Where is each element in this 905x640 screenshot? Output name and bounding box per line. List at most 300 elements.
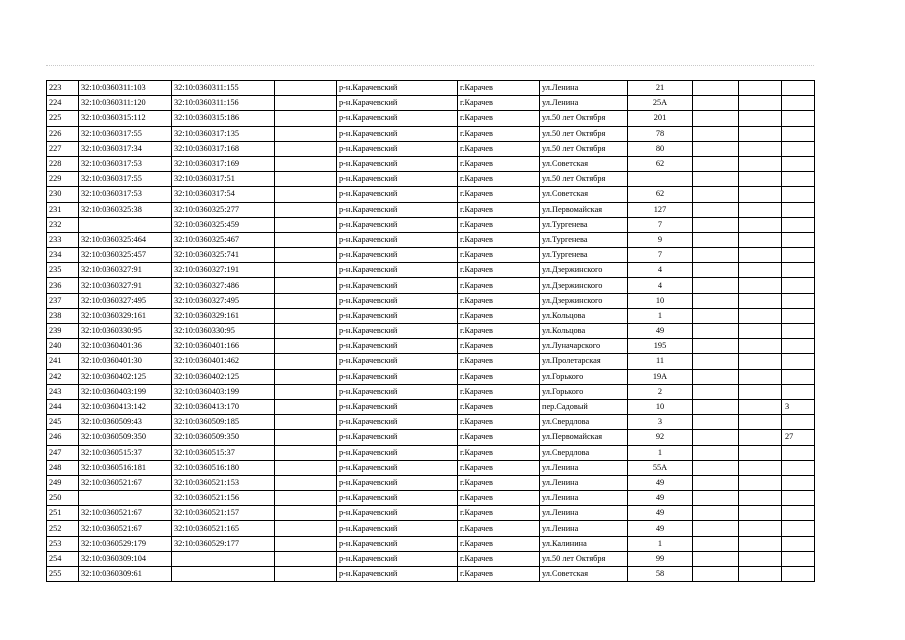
extra-column-2-cell	[739, 384, 782, 399]
house-number-cell: 19А	[628, 369, 693, 384]
cadastral-number-building-cell: 32:10:0360521:165	[172, 521, 275, 536]
house-number-cell: 62	[628, 156, 693, 171]
city-cell: г.Карачев	[458, 172, 540, 187]
extra-column-2-cell	[739, 278, 782, 293]
house-number-cell: 49	[628, 324, 693, 339]
apartment-number-cell	[782, 172, 815, 187]
cadastral-number-land-cell	[79, 217, 172, 232]
street-cell: ул.Луначарского	[540, 339, 628, 354]
empty-column-cell	[275, 111, 337, 126]
empty-column-cell	[275, 567, 337, 582]
district-cell: р-н.Карачевский	[337, 141, 458, 156]
extra-column-2-cell	[739, 308, 782, 323]
table-row	[47, 445, 815, 460]
row-number-cell: 227	[47, 141, 79, 156]
apartment-number-cell	[782, 81, 815, 96]
street-cell: ул.Ленина	[540, 491, 628, 506]
table-row	[47, 491, 815, 506]
district-cell: р-н.Карачевский	[337, 506, 458, 521]
city-cell: г.Карачев	[458, 217, 540, 232]
district-cell: р-н.Карачевский	[337, 430, 458, 445]
cadastral-number-land-cell: 32:10:0360317:53	[79, 156, 172, 171]
table-row	[47, 141, 815, 156]
table-row	[47, 399, 815, 414]
apartment-number-cell	[782, 536, 815, 551]
cadastral-number-building-cell: 32:10:0360317:54	[172, 187, 275, 202]
row-number-cell: 223	[47, 81, 79, 96]
cadastral-number-land-cell: 32:10:0360317:55	[79, 172, 172, 187]
empty-column-cell	[275, 172, 337, 187]
district-cell: р-н.Карачевский	[337, 217, 458, 232]
extra-column-2-cell	[739, 339, 782, 354]
table-row	[47, 187, 815, 202]
district-cell: р-н.Карачевский	[337, 339, 458, 354]
address-table	[46, 80, 815, 582]
cadastral-number-land-cell: 32:10:0360413:142	[79, 399, 172, 414]
cadastral-number-building-cell: 32:10:0360325:467	[172, 232, 275, 247]
empty-column-cell	[275, 399, 337, 414]
cadastral-number-building-cell: 32:10:0360315:186	[172, 111, 275, 126]
table-row	[47, 475, 815, 490]
cadastral-number-building-cell: 32:10:0360317:168	[172, 141, 275, 156]
empty-column-cell	[275, 415, 337, 430]
cadastral-number-land-cell: 32:10:0360309:61	[79, 567, 172, 582]
apartment-number-cell	[782, 248, 815, 263]
extra-column-1-cell	[693, 202, 739, 217]
city-cell: г.Карачев	[458, 278, 540, 293]
cadastral-number-land-cell: 32:10:0360401:30	[79, 354, 172, 369]
extra-column-2-cell	[739, 399, 782, 414]
extra-column-1-cell	[693, 384, 739, 399]
city-cell: г.Карачев	[458, 263, 540, 278]
house-number-cell: 9	[628, 232, 693, 247]
empty-column-cell	[275, 384, 337, 399]
apartment-number-cell	[782, 475, 815, 490]
apartment-number-cell	[782, 506, 815, 521]
cadastral-number-land-cell	[79, 491, 172, 506]
table-row	[47, 521, 815, 536]
extra-column-2-cell	[739, 141, 782, 156]
cadastral-number-building-cell: 32:10:0360325:277	[172, 202, 275, 217]
cadastral-number-land-cell: 32:10:0360521:67	[79, 521, 172, 536]
cadastral-number-building-cell: 32:10:0360402:125	[172, 369, 275, 384]
row-number-cell: 243	[47, 384, 79, 399]
extra-column-1-cell	[693, 156, 739, 171]
district-cell: р-н.Карачевский	[337, 96, 458, 111]
cadastral-number-land-cell: 32:10:0360317:34	[79, 141, 172, 156]
apartment-number-cell	[782, 460, 815, 475]
empty-column-cell	[275, 324, 337, 339]
district-cell: р-н.Карачевский	[337, 521, 458, 536]
street-cell: ул.50 лет Октября	[540, 551, 628, 566]
table-row	[47, 172, 815, 187]
apartment-number-cell	[782, 339, 815, 354]
table-row	[47, 217, 815, 232]
extra-column-1-cell	[693, 339, 739, 354]
cadastral-number-land-cell: 32:10:0360315:112	[79, 111, 172, 126]
district-cell: р-н.Карачевский	[337, 491, 458, 506]
street-cell: ул.Ленина	[540, 81, 628, 96]
cadastral-number-building-cell: 32:10:0360509:185	[172, 415, 275, 430]
city-cell: г.Карачев	[458, 96, 540, 111]
extra-column-2-cell	[739, 217, 782, 232]
street-cell: ул.Первомайская	[540, 202, 628, 217]
extra-column-2-cell	[739, 354, 782, 369]
cadastral-number-land-cell: 32:10:0360327:91	[79, 278, 172, 293]
row-number-cell: 237	[47, 293, 79, 308]
extra-column-1-cell	[693, 324, 739, 339]
district-cell: р-н.Карачевский	[337, 551, 458, 566]
cadastral-number-land-cell: 32:10:0360329:161	[79, 308, 172, 323]
street-cell: ул.Ленина	[540, 521, 628, 536]
extra-column-1-cell	[693, 491, 739, 506]
street-cell: ул.Свердлова	[540, 415, 628, 430]
row-number-cell: 248	[47, 460, 79, 475]
empty-column-cell	[275, 81, 337, 96]
row-number-cell: 234	[47, 248, 79, 263]
city-cell: г.Карачев	[458, 491, 540, 506]
extra-column-1-cell	[693, 278, 739, 293]
apartment-number-cell	[782, 141, 815, 156]
cadastral-number-building-cell: 32:10:0360521:153	[172, 475, 275, 490]
table-row	[47, 232, 815, 247]
district-cell: р-н.Карачевский	[337, 384, 458, 399]
row-number-cell: 225	[47, 111, 79, 126]
row-number-cell: 233	[47, 232, 79, 247]
extra-column-1-cell	[693, 415, 739, 430]
city-cell: г.Карачев	[458, 551, 540, 566]
district-cell: р-н.Карачевский	[337, 354, 458, 369]
extra-column-2-cell	[739, 81, 782, 96]
row-number-cell: 226	[47, 126, 79, 141]
extra-column-1-cell	[693, 263, 739, 278]
table-body	[47, 81, 815, 582]
cadastral-number-building-cell: 32:10:0360521:157	[172, 506, 275, 521]
apartment-number-cell	[782, 263, 815, 278]
empty-column-cell	[275, 506, 337, 521]
empty-column-cell	[275, 551, 337, 566]
extra-column-2-cell	[739, 460, 782, 475]
cadastral-number-land-cell: 32:10:0360401:36	[79, 339, 172, 354]
extra-column-2-cell	[739, 111, 782, 126]
house-number-cell: 4	[628, 278, 693, 293]
extra-column-1-cell	[693, 248, 739, 263]
extra-column-1-cell	[693, 96, 739, 111]
cadastral-number-building-cell: 32:10:0360403:199	[172, 384, 275, 399]
extra-column-1-cell	[693, 111, 739, 126]
city-cell: г.Карачев	[458, 521, 540, 536]
row-number-cell: 230	[47, 187, 79, 202]
cadastral-number-land-cell: 32:10:0360309:104	[79, 551, 172, 566]
table-row	[47, 278, 815, 293]
extra-column-2-cell	[739, 491, 782, 506]
extra-column-1-cell	[693, 536, 739, 551]
house-number-cell: 195	[628, 339, 693, 354]
cadastral-number-building-cell: 32:10:0360330:95	[172, 324, 275, 339]
extra-column-2-cell	[739, 521, 782, 536]
row-number-cell: 240	[47, 339, 79, 354]
cadastral-number-building-cell: 32:10:0360317:51	[172, 172, 275, 187]
house-number-cell: 10	[628, 293, 693, 308]
street-cell: ул.50 лет Октября	[540, 111, 628, 126]
extra-column-1-cell	[693, 293, 739, 308]
extra-column-1-cell	[693, 399, 739, 414]
extra-column-1-cell	[693, 430, 739, 445]
city-cell: г.Карачев	[458, 293, 540, 308]
cadastral-number-land-cell: 32:10:0360515:37	[79, 445, 172, 460]
house-number-cell: 49	[628, 491, 693, 506]
extra-column-2-cell	[739, 475, 782, 490]
extra-column-2-cell	[739, 551, 782, 566]
cadastral-number-land-cell: 32:10:0360330:95	[79, 324, 172, 339]
apartment-number-cell	[782, 232, 815, 247]
empty-column-cell	[275, 248, 337, 263]
city-cell: г.Карачев	[458, 354, 540, 369]
extra-column-2-cell	[739, 536, 782, 551]
apartment-number-cell	[782, 324, 815, 339]
city-cell: г.Карачев	[458, 430, 540, 445]
apartment-number-cell	[782, 308, 815, 323]
district-cell: р-н.Карачевский	[337, 232, 458, 247]
cadastral-number-building-cell: 32:10:0360521:156	[172, 491, 275, 506]
house-number-cell: 7	[628, 217, 693, 232]
empty-column-cell	[275, 339, 337, 354]
table-row	[47, 536, 815, 551]
row-number-cell: 236	[47, 278, 79, 293]
extra-column-2-cell	[739, 156, 782, 171]
row-number-cell: 249	[47, 475, 79, 490]
extra-column-1-cell	[693, 521, 739, 536]
city-cell: г.Карачев	[458, 475, 540, 490]
row-number-cell: 228	[47, 156, 79, 171]
apartment-number-cell	[782, 521, 815, 536]
empty-column-cell	[275, 232, 337, 247]
empty-column-cell	[275, 126, 337, 141]
city-cell: г.Карачев	[458, 156, 540, 171]
cadastral-number-land-cell: 32:10:0360509:350	[79, 430, 172, 445]
row-number-cell: 232	[47, 217, 79, 232]
house-number-cell: 49	[628, 521, 693, 536]
city-cell: г.Карачев	[458, 232, 540, 247]
house-number-cell: 10	[628, 399, 693, 414]
table-row	[47, 551, 815, 566]
district-cell: р-н.Карачевский	[337, 278, 458, 293]
extra-column-1-cell	[693, 141, 739, 156]
extra-column-2-cell	[739, 126, 782, 141]
street-cell: ул.Дзержинского	[540, 278, 628, 293]
district-cell: р-н.Карачевский	[337, 536, 458, 551]
city-cell: г.Карачев	[458, 384, 540, 399]
district-cell: р-н.Карачевский	[337, 399, 458, 414]
extra-column-1-cell	[693, 475, 739, 490]
street-cell: ул.Ленина	[540, 460, 628, 475]
apartment-number-cell	[782, 278, 815, 293]
extra-column-1-cell	[693, 308, 739, 323]
district-cell: р-н.Карачевский	[337, 263, 458, 278]
table-row	[47, 384, 815, 399]
district-cell: р-н.Карачевский	[337, 567, 458, 582]
cadastral-number-building-cell: 32:10:0360317:135	[172, 126, 275, 141]
city-cell: г.Карачев	[458, 399, 540, 414]
table-row	[47, 369, 815, 384]
row-number-cell: 238	[47, 308, 79, 323]
table-row	[47, 248, 815, 263]
house-number-cell	[628, 172, 693, 187]
district-cell: р-н.Карачевский	[337, 324, 458, 339]
empty-column-cell	[275, 491, 337, 506]
street-cell: ул.Кольцова	[540, 308, 628, 323]
cadastral-number-land-cell: 32:10:0360325:457	[79, 248, 172, 263]
district-cell: р-н.Карачевский	[337, 187, 458, 202]
house-number-cell: 92	[628, 430, 693, 445]
empty-column-cell	[275, 354, 337, 369]
cadastral-number-land-cell: 32:10:0360521:67	[79, 506, 172, 521]
apartment-number-cell	[782, 567, 815, 582]
district-cell: р-н.Карачевский	[337, 415, 458, 430]
empty-column-cell	[275, 278, 337, 293]
cadastral-number-building-cell: 32:10:0360311:155	[172, 81, 275, 96]
cadastral-number-land-cell: 32:10:0360317:55	[79, 126, 172, 141]
street-cell: ул.50 лет Октября	[540, 141, 628, 156]
table-row	[47, 156, 815, 171]
extra-column-1-cell	[693, 354, 739, 369]
extra-column-1-cell	[693, 187, 739, 202]
empty-column-cell	[275, 202, 337, 217]
house-number-cell: 25А	[628, 96, 693, 111]
city-cell: г.Карачев	[458, 141, 540, 156]
extra-column-2-cell	[739, 506, 782, 521]
table-row	[47, 567, 815, 582]
house-number-cell: 99	[628, 551, 693, 566]
cadastral-number-building-cell	[172, 551, 275, 566]
table-row	[47, 460, 815, 475]
house-number-cell: 201	[628, 111, 693, 126]
extra-column-1-cell	[693, 567, 739, 582]
house-number-cell: 80	[628, 141, 693, 156]
house-number-cell: 11	[628, 354, 693, 369]
empty-column-cell	[275, 475, 337, 490]
cadastral-number-building-cell: 32:10:0360401:462	[172, 354, 275, 369]
table-row	[47, 96, 815, 111]
street-cell: ул.Кольцова	[540, 324, 628, 339]
apartment-number-cell	[782, 384, 815, 399]
cadastral-number-land-cell: 32:10:0360311:103	[79, 81, 172, 96]
table-row	[47, 506, 815, 521]
row-number-cell: 244	[47, 399, 79, 414]
table-row	[47, 324, 815, 339]
city-cell: г.Карачев	[458, 460, 540, 475]
apartment-number-cell	[782, 369, 815, 384]
district-cell: р-н.Карачевский	[337, 81, 458, 96]
apartment-number-cell	[782, 415, 815, 430]
row-number-cell: 224	[47, 96, 79, 111]
row-number-cell: 242	[47, 369, 79, 384]
apartment-number-cell: 27	[782, 430, 815, 445]
street-cell: ул.Тургенева	[540, 217, 628, 232]
apartment-number-cell: 3	[782, 399, 815, 414]
house-number-cell: 1	[628, 308, 693, 323]
city-cell: г.Карачев	[458, 308, 540, 323]
street-cell: ул.Горького	[540, 384, 628, 399]
empty-column-cell	[275, 536, 337, 551]
cadastral-number-building-cell: 32:10:0360515:37	[172, 445, 275, 460]
cadastral-number-land-cell: 32:10:0360325:464	[79, 232, 172, 247]
extra-column-2-cell	[739, 232, 782, 247]
house-number-cell: 62	[628, 187, 693, 202]
city-cell: г.Карачев	[458, 111, 540, 126]
house-number-cell: 127	[628, 202, 693, 217]
empty-column-cell	[275, 430, 337, 445]
street-cell: ул.Ленина	[540, 475, 628, 490]
empty-column-cell	[275, 308, 337, 323]
house-number-cell: 58	[628, 567, 693, 582]
district-cell: р-н.Карачевский	[337, 460, 458, 475]
cadastral-number-land-cell: 32:10:0360327:495	[79, 293, 172, 308]
table-row	[47, 430, 815, 445]
row-number-cell: 250	[47, 491, 79, 506]
empty-column-cell	[275, 187, 337, 202]
extra-column-1-cell	[693, 172, 739, 187]
extra-column-1-cell	[693, 217, 739, 232]
empty-column-cell	[275, 141, 337, 156]
extra-column-2-cell	[739, 415, 782, 430]
empty-column-cell	[275, 293, 337, 308]
city-cell: г.Карачев	[458, 187, 540, 202]
table-row	[47, 354, 815, 369]
empty-column-cell	[275, 521, 337, 536]
street-cell: ул.Дзержинского	[540, 293, 628, 308]
house-number-cell: 1	[628, 536, 693, 551]
street-cell: ул.50 лет Октября	[540, 172, 628, 187]
empty-column-cell	[275, 96, 337, 111]
table-row	[47, 308, 815, 323]
district-cell: р-н.Карачевский	[337, 445, 458, 460]
apartment-number-cell	[782, 217, 815, 232]
apartment-number-cell	[782, 126, 815, 141]
table-row	[47, 293, 815, 308]
row-number-cell: 247	[47, 445, 79, 460]
street-cell: ул.Советская	[540, 187, 628, 202]
city-cell: г.Карачев	[458, 202, 540, 217]
extra-column-2-cell	[739, 202, 782, 217]
table-row	[47, 202, 815, 217]
cadastral-number-land-cell: 32:10:0360516:181	[79, 460, 172, 475]
extra-column-1-cell	[693, 81, 739, 96]
empty-column-cell	[275, 460, 337, 475]
empty-column-cell	[275, 369, 337, 384]
extra-column-1-cell	[693, 460, 739, 475]
row-number-cell: 253	[47, 536, 79, 551]
extra-column-2-cell	[739, 430, 782, 445]
cadastral-number-building-cell: 32:10:0360516:180	[172, 460, 275, 475]
empty-column-cell	[275, 445, 337, 460]
district-cell: р-н.Карачевский	[337, 369, 458, 384]
street-cell: ул.Советская	[540, 156, 628, 171]
row-number-cell: 239	[47, 324, 79, 339]
district-cell: р-н.Карачевский	[337, 248, 458, 263]
cadastral-number-building-cell: 32:10:0360327:495	[172, 293, 275, 308]
city-cell: г.Карачев	[458, 567, 540, 582]
top-divider	[46, 65, 814, 66]
street-cell: ул.Пролетарская	[540, 354, 628, 369]
house-number-cell: 7	[628, 248, 693, 263]
house-number-cell: 3	[628, 415, 693, 430]
extra-column-2-cell	[739, 187, 782, 202]
house-number-cell: 49	[628, 506, 693, 521]
extra-column-2-cell	[739, 263, 782, 278]
street-cell: ул.Свердлова	[540, 445, 628, 460]
row-number-cell: 245	[47, 415, 79, 430]
